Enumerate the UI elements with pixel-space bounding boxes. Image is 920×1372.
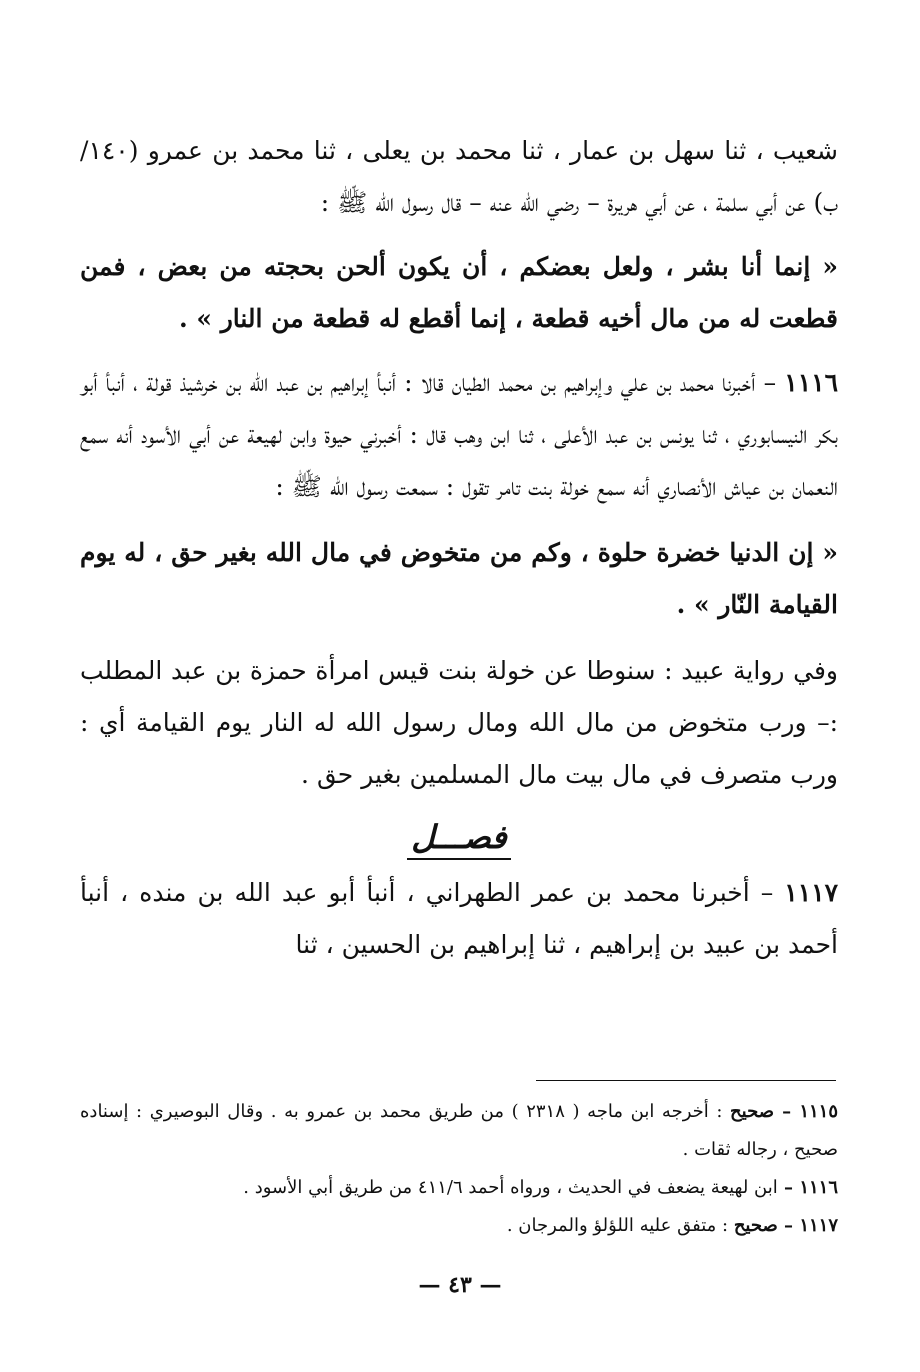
entry-text: – أخبرنا محمد بن عمر الطهراني ، أنبأ أبو عبد الله بن منده ، أنبأ أحمد بن عبيد بن إبراهيم ، ثنا إبراهيم بن الحسين ، ثنا [80,878,838,959]
footnote-number: ١١١٥ [799,1101,838,1122]
footnote-dash: – [777,1177,800,1198]
entry-1117 [80,867,838,971]
footnotes [80,1093,838,1245]
footnote-grade: صحيح [730,1101,775,1122]
footnote-1115 [80,1093,838,1169]
footnote-dash: – [777,1215,800,1236]
section-title: فصـــل [407,818,510,860]
continuation-line-rest: عن أبي سلمة ، عن أبي هريرة – رضي الله عنه – قال رسول الله ﷺ : [320,188,806,217]
continuation-line-1: شعيب ، ثنا سهل بن عمار ، ثنا محمد بن يعلى ، ثنا محمد بن عمرو (١٤٠/ب) [80,136,838,217]
footnote-number: ١١١٦ [799,1177,838,1198]
footnote-1117 [80,1207,838,1245]
entry-number: ١١١٧ [784,878,839,907]
hadith-text-1115: « إنما أنا بشر ، ولعل بعضكم ، أن يكون ألحن بحجته من بعض ، فمن قطعت له من مال أخيه قطعة ، إنما أقطع له قطعة من النار » . [80,252,838,333]
hadith-text-1116: « إن الدنيا خضرة حلوة ، وكم من متخوض في مال الله بغير حق ، له يوم القيامة النّار » . [80,538,838,619]
obaid-note-paragraph: وفي رواية عبيد : سنوطا عن خولة بنت قيس امرأة حمزة بن عبد المطلب :– ورب متخوض من مال الله ومال رسول الله له النار يوم القيامة أي : ورب متصرف في مال بيت مال المسلمين بغير حق . [80,656,838,789]
page-number: — ٤٣ — [418,1272,502,1298]
footnote-1116 [80,1169,838,1207]
entry-1116 [80,357,838,513]
footnote-grade: صحيح [733,1215,778,1236]
footnote-dash: – [774,1101,800,1122]
footnote-text: : أخرجه ابن ماجه ( ٢٣١٨ ) من طريق محمد بن عمرو به . وقال البوصيري : إسناده صحيح ، رجاله ثقات . [80,1101,838,1160]
section-heading [80,809,838,865]
footnote-text: ابن لهيعة يضعف في الحديث ، ورواه أحمد ٤١١/٦ من طريق أبي الأسود . [243,1177,778,1198]
footnote-separator [536,1080,836,1081]
footnote-number: ١١١٧ [799,1215,838,1236]
continuation-paragraph [80,125,838,229]
entry-number: ١١١٦ [784,368,838,397]
footnote-text: : متفق عليه اللؤلؤ والمرجان . [506,1215,734,1236]
entry-text: – أخبرنا محمد بن علي وإبراهيم بن محمد الطيان قالا : أنبأ إبراهيم بن عبد الله بن خرشيذ قولة ، أنبأ أبو بكر النيسابوري ، ثنا يونس بن عبد الأعلى ، ثنا ابن وهب قال : أخبرني حيوة وابن لهيعة عن أبي الأسود أنه سمع النعمان بن عياش الأنصاري أنه سمع خولة بنت تامر تقول : سمعت رسول الله ﷺ : [80,368,838,501]
